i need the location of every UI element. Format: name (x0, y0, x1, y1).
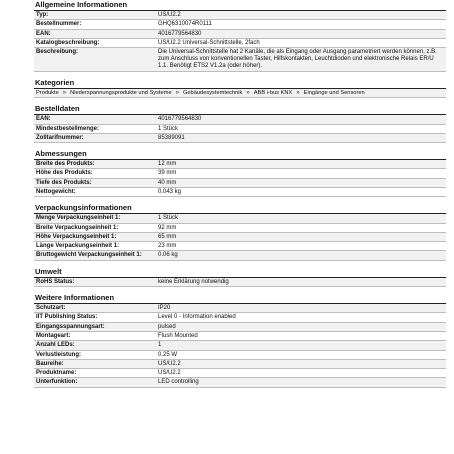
row-value: 92 mm (158, 224, 177, 231)
row-value: 0.06 kg (158, 252, 178, 259)
row-label: RoHS Status: (36, 278, 75, 285)
table-row (34, 233, 446, 242)
row-value: 4016779564830 (158, 30, 202, 37)
table-row (34, 160, 446, 169)
table-row (34, 323, 446, 332)
breadcrumb-separator: » (62, 89, 67, 96)
general-table (34, 11, 446, 72)
row-label: Typ: (36, 12, 49, 18)
row-value: US/U2.2 (158, 360, 181, 367)
breadcrumb-item-low-voltage[interactable]: Niederspannungsprodukte und Systeme (70, 89, 172, 96)
table-row (34, 30, 446, 39)
row-value: keine Erklärung notwendig (158, 278, 229, 285)
row-value: 1 Stück (158, 215, 179, 222)
row-label: Katalogbeschreibung: (36, 39, 100, 46)
breadcrumb-separator: » (296, 89, 300, 96)
section-title-environment: Umwelt (34, 267, 446, 278)
row-label: Breite des Produkts: (36, 161, 95, 168)
row-label: Eingangsspannungsart: (36, 323, 105, 330)
row-label: Breite Verpackungseinheit 1: (36, 224, 119, 231)
row-label: Nettogewicht: (36, 188, 76, 195)
row-label: Unterfunktion: (36, 379, 78, 386)
breadcrumb-separator: » (175, 89, 179, 96)
row-label: Schutzart: (36, 305, 66, 312)
section-title-order: Bestelldaten (34, 104, 446, 115)
row-value: US/U2.2 (158, 12, 181, 18)
row-value: IP20 (158, 305, 171, 312)
table-row (34, 11, 446, 20)
packaging-table (34, 214, 446, 260)
row-label: Verlustleistung: (36, 351, 82, 358)
row-value: 0.25 W (158, 351, 178, 358)
dimensions-table (34, 160, 446, 197)
table-row (34, 332, 446, 341)
row-label: Bestellnummer: (36, 21, 82, 28)
breadcrumb-item-knx[interactable]: ABB i-bus KNX (253, 89, 293, 96)
row-value: Level 0 - Information enabled (158, 314, 236, 321)
section-title-general: Allgemeine Informationen (34, 0, 446, 11)
row-value: LED controlling (158, 379, 199, 386)
row-label: Höhe Verpackungseinheit 1: (36, 233, 117, 240)
row-label: Zolltarifnummer: (36, 134, 84, 141)
table-row (34, 341, 446, 350)
row-value: 65 mm (158, 233, 177, 240)
section-title-categories: Kategorien (34, 78, 446, 89)
table-row (34, 304, 446, 313)
table-row (34, 278, 446, 287)
row-label: Tiefe des Produkts: (36, 179, 92, 186)
row-label: EAN: (36, 30, 51, 37)
order-table (34, 115, 446, 143)
row-value: 85389091 (158, 134, 185, 141)
breadcrumb-item-products[interactable]: Produkte (36, 89, 59, 96)
row-value: 40 mm (158, 179, 177, 186)
row-value: Flush Mounted (158, 332, 198, 339)
row-label: Anzahl LEDs: (36, 342, 75, 349)
table-row (34, 48, 446, 72)
row-value: 12 mm (158, 161, 177, 168)
description-text: Die Universal-Schnittstelle hat 2 Kanäle, die als Eingang oder Ausgang parametriert werden können, z.B. zum Anschluss von konventionellen Taster, Hilfskontakten, Leuchtdioden und elektronische Relais ER/U 1.1. Benötigt ETS2 V1.2a (oder höher). (158, 49, 437, 69)
row-label: Höhe des Produkts: (36, 170, 93, 177)
row-label: IIT Publishing Status: (36, 314, 98, 321)
row-label: Bruttogewicht Verpackungseinheit 1: (36, 252, 142, 259)
breadcrumb-item-inputs-sensors[interactable]: Eingänge und Sensoren (303, 89, 365, 96)
environment-table (34, 278, 446, 287)
section-title-dimensions: Abmessungen (34, 149, 446, 160)
table-row (34, 134, 446, 143)
row-label: Mindestbestellmenge: (36, 125, 100, 132)
table-row (34, 369, 446, 378)
table-row (34, 115, 446, 124)
row-value: 1 Stück (158, 125, 179, 132)
table-row (34, 169, 446, 178)
row-value: 4016779564830 (158, 116, 202, 123)
section-title-further: Weitere Informationen (34, 293, 446, 304)
row-value: 1 (158, 342, 162, 349)
table-row (34, 313, 446, 322)
table-row (34, 125, 446, 134)
row-label: EAN: (36, 116, 51, 123)
table-row (34, 360, 446, 369)
table-row (34, 188, 446, 197)
row-value: US/U2.2 (158, 370, 181, 377)
table-row (34, 242, 446, 251)
table-row (34, 179, 446, 188)
breadcrumb (34, 89, 446, 98)
table-row (34, 214, 446, 223)
row-value: 23 mm (158, 243, 177, 250)
row-value: US/U2.2 Universal-Schnittstelle, 2fach (158, 39, 260, 46)
row-label: Montageart: (36, 332, 71, 339)
table-row (34, 251, 446, 260)
row-label: Produktname: (36, 370, 77, 377)
breadcrumb-item-building-automation[interactable]: Gebäudesystemtechnik (182, 89, 243, 96)
row-label: Menge Verpackungseinheit 1: (36, 215, 121, 222)
breadcrumb-separator: » (246, 89, 250, 96)
row-value: GHQ6310074R0111 (158, 21, 212, 28)
table-row (34, 20, 446, 29)
row-value: 0.043 kg (158, 188, 182, 195)
datasheet-page (34, 0, 446, 388)
row-label: Beschreibung: (36, 49, 79, 56)
row-value: pulsed (158, 323, 176, 330)
table-row (34, 39, 446, 48)
row-value: 39 mm (158, 170, 177, 177)
further-table (34, 304, 446, 388)
row-label: Länge Verpackungseinheit 1: (36, 243, 120, 250)
section-title-packaging: Verpackungsinformationen (34, 203, 446, 214)
table-row (34, 378, 446, 387)
table-row (34, 351, 446, 360)
row-label: Baureihe: (36, 360, 64, 367)
table-row (34, 224, 446, 233)
